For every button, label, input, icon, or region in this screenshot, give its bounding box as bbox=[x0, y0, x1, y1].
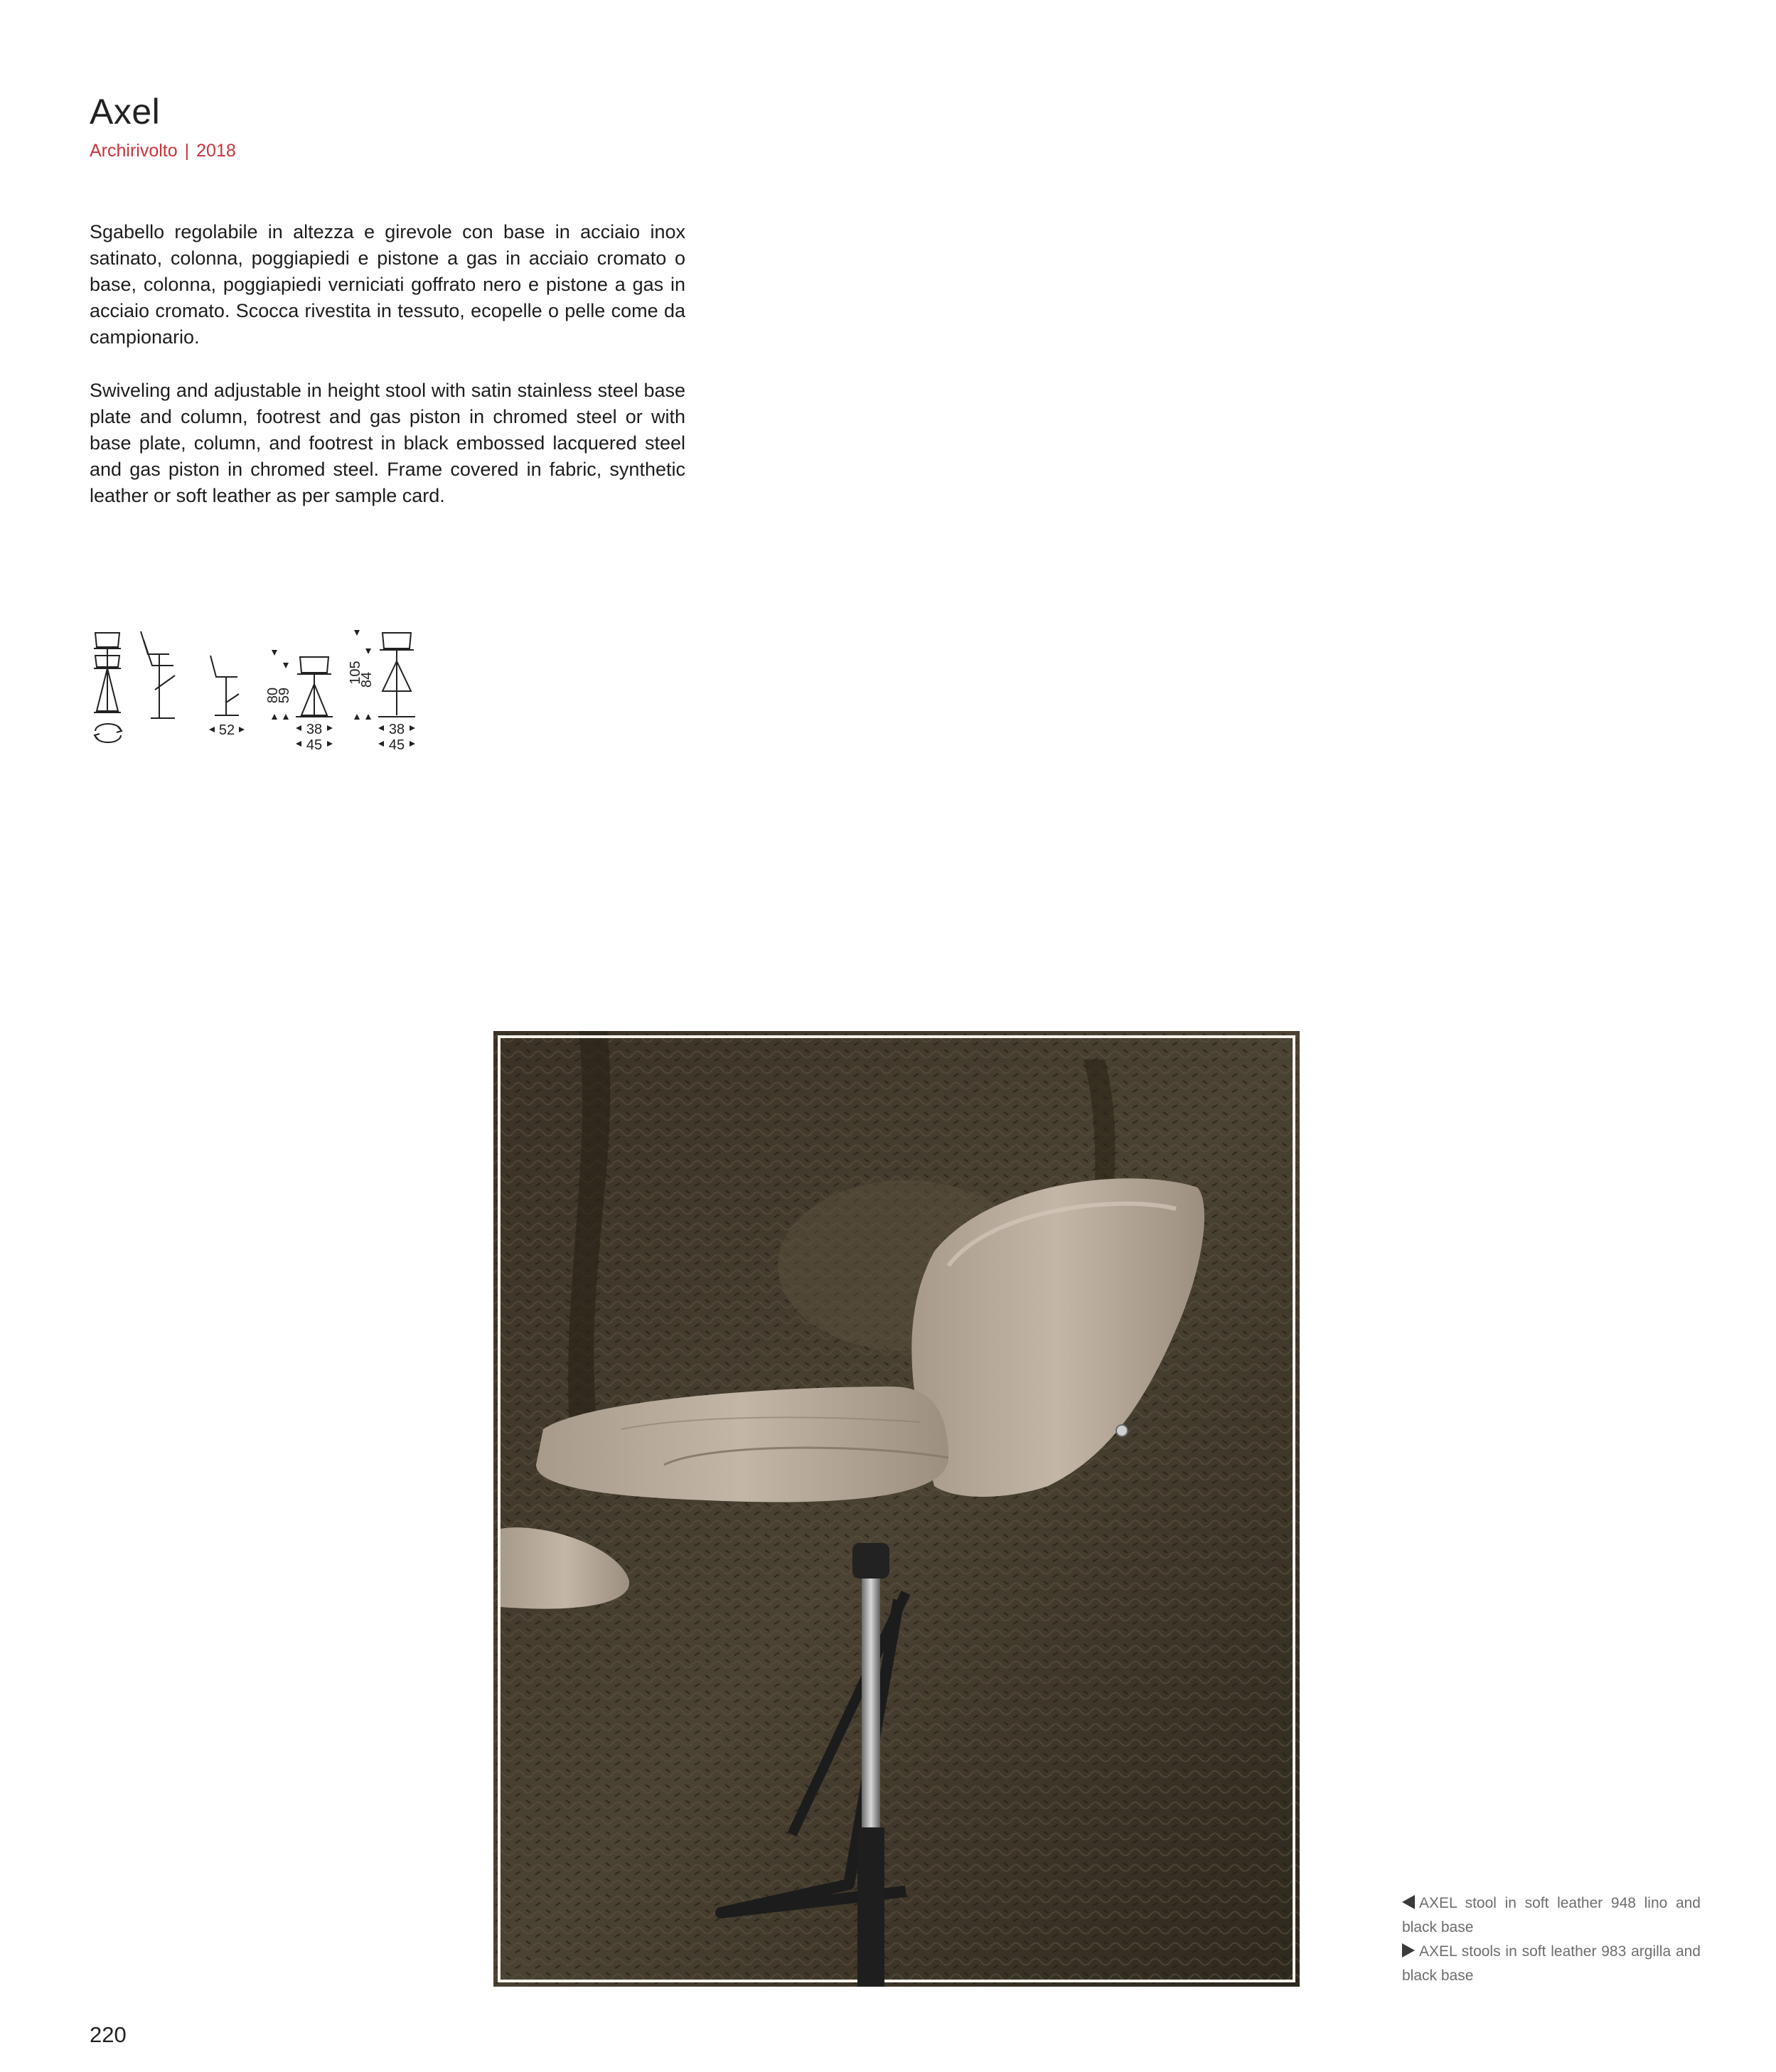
low-seat-height: 59 bbox=[277, 687, 292, 704]
stackable-stools-icon bbox=[94, 633, 121, 712]
arrow-right-icon bbox=[1402, 1943, 1415, 1958]
caption-left bbox=[1402, 1891, 1701, 1940]
swivel-icon bbox=[95, 724, 122, 742]
product-photo bbox=[493, 1031, 1300, 1987]
description-italian: Sgabello regolabile in altezza e girevole con base in acciaio inox satinato, colonna, poggiapiedi e pistone a gas in acciaio cromato o base, colonna, poggiapiedi verniciati goffrato nero e pistone a gas in acciaio cromato. Scocca rivestita in tessuto, ecopelle o pelle come da campionario. bbox=[90, 221, 685, 348]
product-designer-year bbox=[90, 141, 236, 161]
arrow-left-icon bbox=[1402, 1895, 1415, 1909]
low-height-labels bbox=[265, 650, 333, 753]
side-profile-icon bbox=[141, 631, 175, 718]
design-year: 2018 bbox=[196, 141, 236, 161]
caption-right-text: AXEL stools in soft leather 983 argilla and black base bbox=[1402, 1943, 1701, 1984]
front-view-low-icon bbox=[296, 657, 333, 717]
photo-captions bbox=[1402, 1891, 1701, 1988]
caption-left-text: AXEL stool in soft leather 948 lino and black base bbox=[1402, 1895, 1701, 1935]
low-total-height: 80 bbox=[265, 687, 281, 704]
low-base-width: 45 bbox=[306, 737, 323, 753]
page-number: 220 bbox=[90, 2022, 127, 2047]
high-total-height: 105 bbox=[348, 661, 363, 685]
depth-dimension bbox=[209, 722, 245, 738]
high-seat-height: 84 bbox=[359, 671, 375, 688]
subtitle-separator: | bbox=[184, 141, 190, 161]
low-top-width: 38 bbox=[306, 722, 323, 737]
depth-value: 52 bbox=[218, 722, 235, 738]
front-view-high-icon bbox=[378, 633, 415, 717]
dimension-drawings bbox=[90, 626, 424, 754]
high-base-width: 45 bbox=[388, 737, 405, 753]
caption-right bbox=[1402, 1940, 1701, 1988]
description-english: Swiveling and adjustable in height stool with satin stainless steel base plate and column, footrest and gas piston in chromed steel or with base plate, column, and footrest in black embossed lacquered steel and gas piston in chromed steel. Frame covered in fabric, synthetic leather or soft leather as per sample card. bbox=[90, 380, 685, 506]
high-top-width: 38 bbox=[388, 722, 405, 737]
designer-name: Archirivolto bbox=[90, 141, 178, 161]
product-title: Axel bbox=[90, 92, 161, 132]
side-view-icon bbox=[210, 656, 239, 715]
